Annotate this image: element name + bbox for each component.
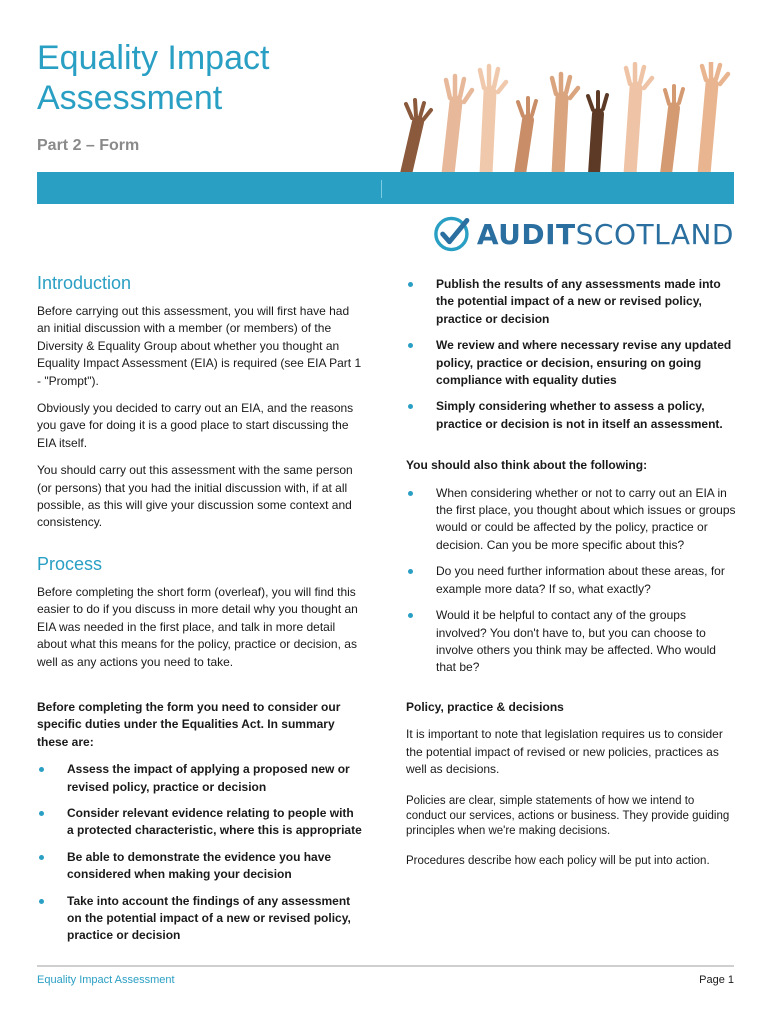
list-item: Consider relevant evidence relating to people with a protected characteristic, where this is appropriate xyxy=(37,805,362,840)
policy-paragraph: It is important to note that legislation requires us to consider the potential impact of revised or new policies, practices as well as decisions. xyxy=(406,727,723,776)
bullet-icon xyxy=(408,569,413,574)
check-circle-icon xyxy=(432,214,471,254)
list-item: Publish the results of any assessments made into the potential impact of a new or revised policy, practice or decision xyxy=(406,276,736,328)
page-number: Page 1 xyxy=(699,974,734,986)
page-title: Equality Impact Assessment xyxy=(37,39,270,117)
bullet-icon xyxy=(408,282,413,287)
list-item: We review and where necessary revise any updated policy, practice or decision, ensuring on going compliance with equality duties xyxy=(406,337,736,389)
footer-title: Equality Impact Assessment xyxy=(37,974,175,986)
procedures-text: Procedures describe how each policy will be put into action. xyxy=(406,855,710,868)
also-heading: You should also think about the following: xyxy=(406,458,648,473)
bullet-icon xyxy=(39,767,44,772)
list-item: Take into account the findings of any assessment on the potential impact of a new or revised policy, practice or decision xyxy=(37,893,362,945)
introduction-heading: Introduction xyxy=(37,273,132,293)
intro-paragraph: Before carrying out this assessment, you will first have had an initial discussion with a member (or members) of the Diversity & Equality Group about whether you thought an Equality Impact Assessment (EIA) is required (see EIA Part 1 - "Prompt"). xyxy=(37,304,362,388)
header-band xyxy=(37,172,734,204)
bullet-icon xyxy=(39,855,44,860)
bullet-icon xyxy=(39,811,44,816)
page-subtitle: Part 2 – Form xyxy=(37,137,140,154)
policy-heading: Policy, practice & decisions xyxy=(406,699,564,714)
policies-text: Policies are clear, simple statements of how we intend to conduct our services, actions or business. They provide guiding principles when we're making decisions. xyxy=(406,795,730,837)
list-item: Do you need further information about these areas, for example more data? If so, what exactly? xyxy=(406,563,736,598)
intro-paragraph: Obviously you decided to carry out an EIA, and the reasons you gave for doing it is a good place to start discussing the EIA itself. xyxy=(37,401,354,450)
duties-list-right xyxy=(406,276,736,433)
duties-list-left xyxy=(37,761,362,945)
bullet-icon xyxy=(408,613,413,618)
left-column xyxy=(37,273,362,954)
bullet-icon xyxy=(39,899,44,904)
logo-wordmark: AUDITSCOTLAND xyxy=(476,217,734,251)
process-paragraph: Before completing the short form (overleaf), you will find this easier to do if you discuss in more detail why you thought an EIA was needed in the first place, and talk in more detail about what this means for the policy, practice or decision, as well as any actions you need to take. xyxy=(37,584,358,669)
list-item: Be able to demonstrate the evidence you have considered when making your decision xyxy=(37,849,362,884)
list-item: When considering whether or not to carry out an EIA in the first place, you thought about which issues or groups would or could be affected by the policy, practice or decision. Can you be more specific about this? xyxy=(406,485,736,555)
audit-scotland-logo xyxy=(432,214,734,254)
bullet-icon xyxy=(408,491,413,496)
bullet-icon xyxy=(408,404,413,409)
intro-paragraph: You should carry out this assessment with the same person (or persons) that you had the initial discussion with, if at all possible, as this will give your discussion some context and consistency. xyxy=(37,463,353,530)
right-column xyxy=(406,276,736,879)
list-item: Simply considering whether to assess a policy, practice or decision is not in itself an assessment. xyxy=(406,398,736,433)
process-heading: Process xyxy=(37,553,103,574)
also-list xyxy=(406,485,736,677)
list-item: Would it be helpful to contact any of the groups involved? You don't have to, but you can choose to involve others you think may be affected. Who would that be? xyxy=(406,607,736,677)
list-item: Assess the impact of applying a proposed new or revised policy, practice or decision xyxy=(37,761,362,796)
footer-divider xyxy=(37,965,734,967)
raised-hands-image xyxy=(398,62,734,174)
band-divider xyxy=(381,180,382,198)
duties-intro: Before completing the form you need to consider our specific duties under the Equalities Act. In summary these are: xyxy=(37,699,341,749)
bullet-icon xyxy=(408,343,413,348)
